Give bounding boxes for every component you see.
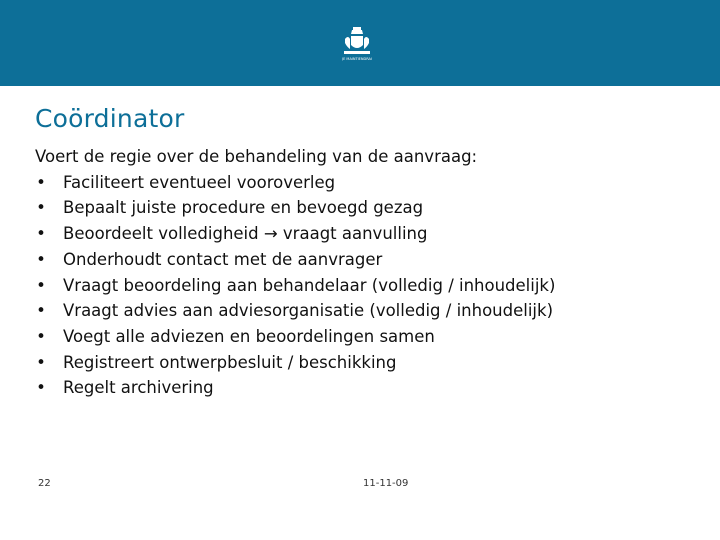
bullet-dot: • xyxy=(36,249,46,269)
bullet-dot: • xyxy=(36,378,46,398)
coat-of-arms-icon xyxy=(342,27,372,61)
page-number: 22 xyxy=(38,478,51,489)
bullet-dot: • xyxy=(36,301,46,321)
bullet-item xyxy=(35,324,695,350)
bullet-item xyxy=(35,298,695,324)
slide-title: Coördinator xyxy=(35,104,185,133)
bullet-text: Faciliteert eventueel vooroverleg xyxy=(63,172,336,192)
bullet-text: Vraagt beoordeling aan behandelaar (volledig / inhoudelijk) xyxy=(63,275,556,295)
bullet-item xyxy=(35,375,695,401)
slide-body xyxy=(35,144,695,401)
bullet-dot: • xyxy=(36,172,46,192)
logo xyxy=(336,0,378,70)
footer-date: 11-11-09 xyxy=(363,478,409,489)
bullet-dot: • xyxy=(36,326,46,346)
bullet-text: Onderhoudt contact met de aanvrager xyxy=(63,249,383,269)
bullet-dot: • xyxy=(36,224,46,244)
bullet-dot: • xyxy=(36,352,46,372)
bullet-item xyxy=(35,247,695,273)
bullet-list xyxy=(35,170,695,401)
bullet-text: Voegt alle adviezen en beoordelingen samen xyxy=(63,326,435,346)
bullet-text: Registreert ontwerpbesluit / beschikking xyxy=(63,352,397,372)
header-bar xyxy=(0,0,720,86)
bullet-text: Vraagt advies aan adviesorganisatie (volledig / inhoudelijk) xyxy=(63,301,554,321)
bullet-dot: • xyxy=(36,275,46,295)
bullet-item xyxy=(35,195,695,221)
svg-text:JE MAINTIENDRAI: JE MAINTIENDRAI xyxy=(342,57,372,61)
bullet-item xyxy=(35,273,695,299)
bullet-dot: • xyxy=(36,198,46,218)
bullet-text: Bepaalt juiste procedure en bevoegd gezag xyxy=(63,198,424,218)
bullet-text: Regelt archivering xyxy=(63,378,214,398)
bullet-text: Beoordeelt volledigheid → vraagt aanvulling xyxy=(63,224,428,244)
bullet-item xyxy=(35,350,695,376)
intro-text: Voert de regie over de behandeling van de aanvraag: xyxy=(35,147,478,166)
bullet-item xyxy=(35,221,695,247)
bullet-item xyxy=(35,170,695,196)
